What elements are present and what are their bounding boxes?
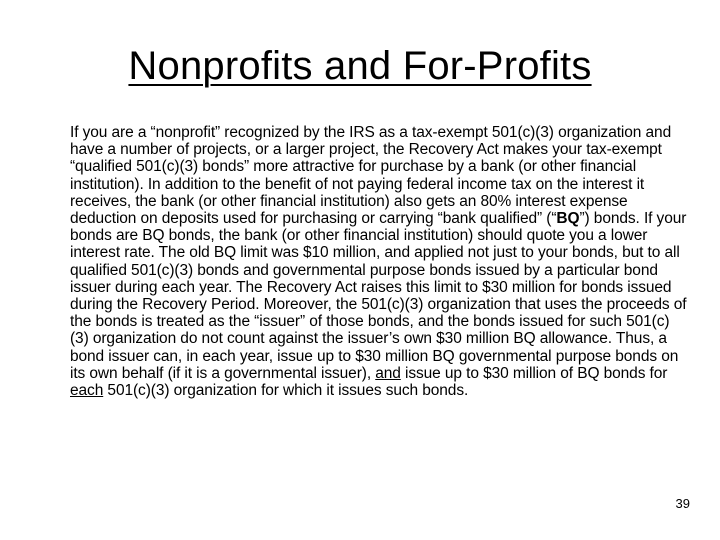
body-text-part-3: issue up to $30 million of BQ bonds for: [400, 364, 668, 382]
page-number: 39: [675, 496, 690, 511]
each-underlined: each: [70, 382, 104, 400]
body-text-part-4: 501(c)(3) organization for which it issues such bonds.: [103, 382, 469, 400]
slide-body-text: [70, 124, 688, 399]
bq-emphasis: BQ: [556, 210, 580, 228]
body-text-part-1: If you are a “nonprofit” recognized by the IRS as a tax-exempt 501(c)(3) organization and have a number of projects, or a larger project, the Recovery Act makes your tax-exempt “qualified 501(c)(3) bonds” more attractive for purchase by a bank (or other financial institution). In addition to the benefit of not paying federal income tax on the interest it receives, the bank (or other financial institution) also gets an 80% interest expense deduction on deposits used for purchasing or carrying “bank qualified” (“: [70, 124, 672, 228]
slide-title: Nonprofits and For-Profits: [128, 44, 592, 88]
body-text-part-2: ”) bonds. If your bonds are BQ bonds, the bank (or other financial institution) should quote you a lower interest rate. The old BQ limit was $10 million, and applied not just to your bonds, but to all qualified 501(c)(3) bonds and governmental purpose bonds issued by a particular bond issuer during each year. The Recovery Act raises this limit to $30 million for bonds issued during the Recovery Period. Moreover, the 501(c)(3) organization that uses the proceeds of the bonds is treated as the “issuer” of those bonds, and the bonds issued for such 501(c)(3) organization do not count against the issuer’s own $30 million BQ allowance. Thus, a bond issuer can, in each year, issue up to $30 million BQ governmental purpose bonds on its own behalf (if it is a governmental issuer),: [70, 210, 687, 382]
and-underlined: and: [375, 364, 401, 382]
